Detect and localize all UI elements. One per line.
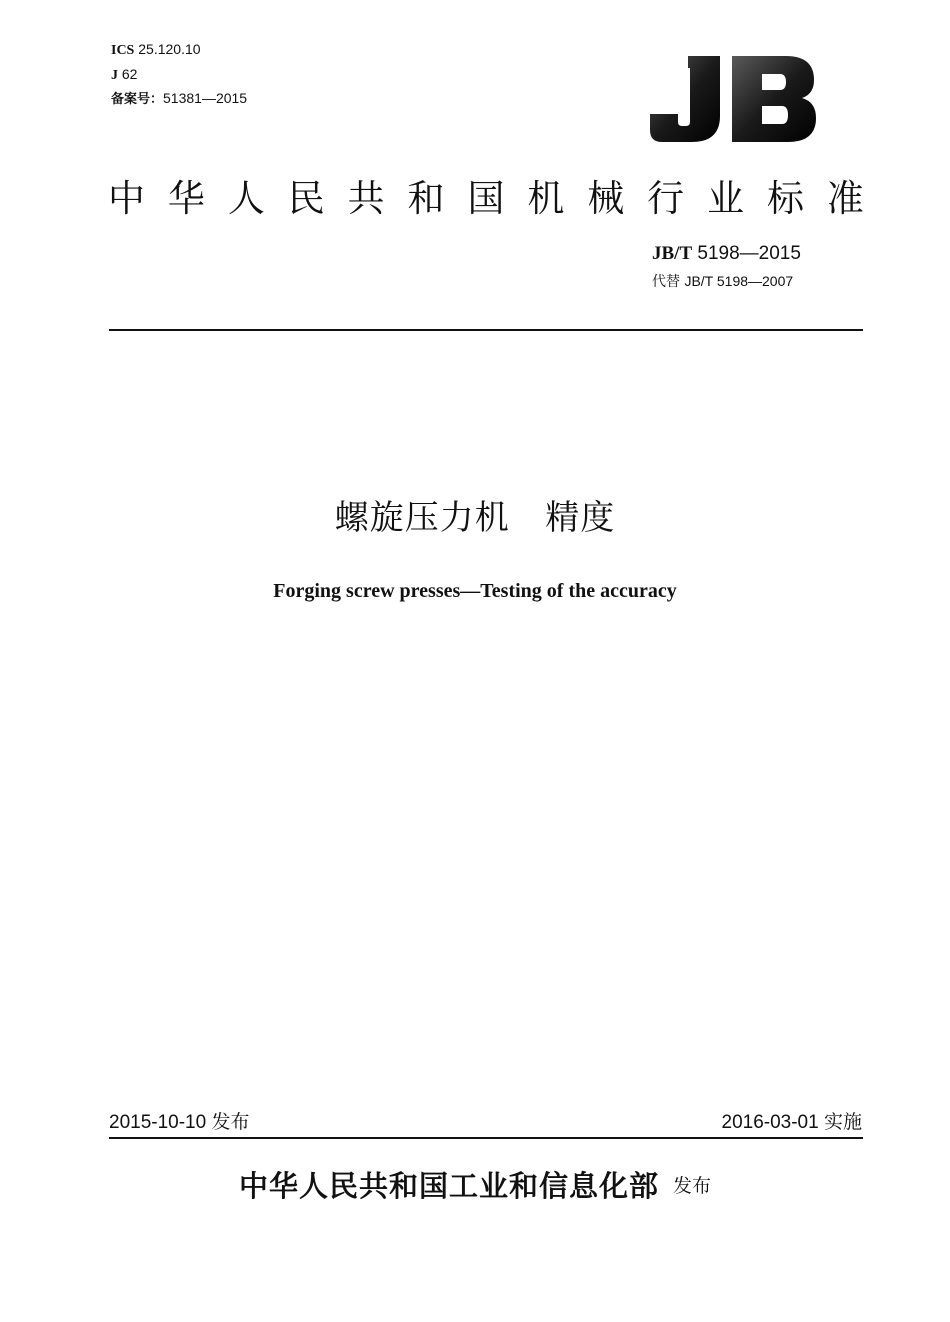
header-char: 共 <box>347 177 385 220</box>
industry-standard-header <box>108 170 864 220</box>
implementation-date-line <box>722 1110 863 1135</box>
top-divider <box>109 329 863 331</box>
classification-code <box>111 65 137 85</box>
header-char: 机 <box>527 177 565 220</box>
header-char: 中 <box>108 177 145 220</box>
header-char: 国 <box>467 177 505 220</box>
issue-date-line <box>109 1110 250 1135</box>
header-char: 人 <box>227 177 265 220</box>
record-label: 备案号： <box>111 92 164 107</box>
header-char: 标 <box>766 177 804 220</box>
issue-label: 发布 <box>211 1111 250 1133</box>
issue-date: 2015-10-10 <box>109 1112 207 1133</box>
publisher-suffix: 发布 <box>673 1175 712 1197</box>
replaces-label: 代替 <box>652 274 680 290</box>
chinese-title: 螺旋压力机 精度 <box>334 498 616 538</box>
bottom-divider <box>109 1137 863 1139</box>
replaces-value: JB/T 5198—2007 <box>684 273 794 289</box>
classification-value: 62 <box>121 66 138 82</box>
publisher-name: 中华人民共和国工业和信息化部 <box>238 1169 659 1203</box>
record-value: 51381—2015 <box>163 90 248 106</box>
header-char: 准 <box>826 177 864 220</box>
implementation-date: 2016-03-01 <box>721 1112 819 1133</box>
header-char: 械 <box>587 177 625 220</box>
jb-logo <box>648 38 818 153</box>
replaces-standard <box>652 272 793 291</box>
header-char: 华 <box>167 177 205 220</box>
header-char: 民 <box>287 177 325 220</box>
ics-prefix: ICS <box>111 43 135 58</box>
standard-prefix: JB/T <box>652 243 693 264</box>
publisher-line <box>0 1164 950 1205</box>
header-char: 业 <box>707 177 745 220</box>
header-char: 和 <box>407 177 445 220</box>
record-number <box>111 89 247 109</box>
classification-prefix: J <box>111 68 118 83</box>
standard-number <box>652 242 801 266</box>
implementation-label: 实施 <box>823 1111 862 1133</box>
english-title: Forging screw presses—Testing of the accuracy <box>273 580 677 602</box>
ics-code <box>111 40 201 60</box>
standard-code: 5198—2015 <box>697 243 801 264</box>
ics-value: 25.120.10 <box>138 41 201 57</box>
header-char: 行 <box>647 177 685 220</box>
